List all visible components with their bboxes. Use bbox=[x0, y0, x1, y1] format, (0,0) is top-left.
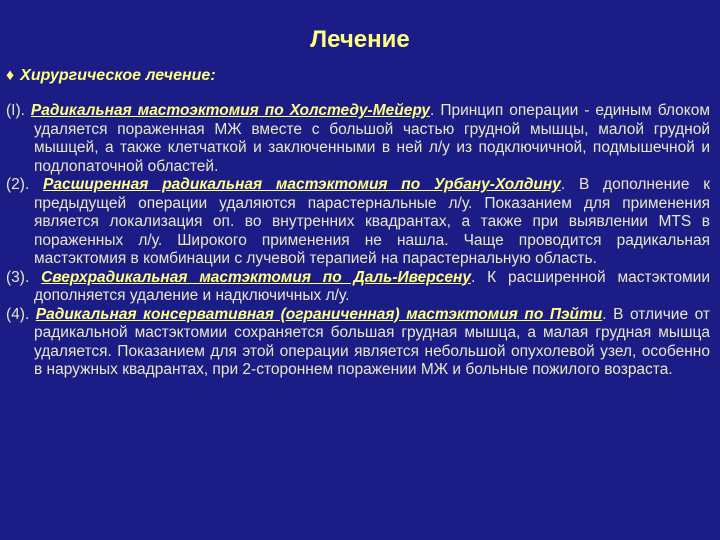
slide-title: Лечение bbox=[310, 26, 410, 53]
treatment-list bbox=[6, 102, 710, 380]
item-text: . Принцип операции - единым блоком удаляется пораженная МЖ вместе с большой частью грудной мышцы, малой грудной мышцей, а также клетчаткой и заключенными в ней л/у из подключичной, подмышечной и подлопаточной областей. bbox=[34, 102, 710, 175]
subtitle-text: Хирургическое лечение: bbox=[20, 67, 216, 84]
item-text: . В дополнение к предыдущей операции удаляются парастернальные л/у. Показанием для применения является локализация оп. во внутренних квадрантах, а также при выявлении MTS в пораженных л/у. Широкого применения не нашла. Чаще проводится радикальная мастэктомия в комбинации с лучевой терапией на парастернальную область. bbox=[34, 176, 711, 267]
item-heading: Радикальная консервативная (ограниченная) мастэктомия по Пэйти bbox=[35, 305, 603, 323]
item-prefix: (3). bbox=[6, 268, 42, 286]
item-prefix: (2). bbox=[6, 176, 44, 193]
list-item-3 bbox=[6, 269, 710, 306]
item-heading: Радикальная мастоэктомия по Холстеду-Мейеру bbox=[30, 102, 431, 119]
item-prefix: (4). bbox=[6, 305, 36, 323]
list-item-2 bbox=[6, 176, 710, 269]
list-item-4 bbox=[6, 306, 710, 380]
item-heading: Расширенная радикальная мастэктомия по Урбану-Холдину bbox=[43, 176, 561, 193]
item-text: . К расширенной мастэктомии дополняется удаление и надключичных л/у. bbox=[34, 268, 711, 304]
item-text: . В отличие от радикальной мастэктомии сохраняется большая грудная мышца, а малая грудная мышца удаляется. Показанием для этой операции является небольшой опухолевой узел, особенно в наружных квадрантах, при 2-стороннем поражении МЖ и больные пожилого возраста. bbox=[34, 305, 710, 378]
diamond-bullet-icon: ♦ bbox=[6, 67, 15, 84]
section-subtitle bbox=[6, 66, 216, 86]
list-item-1 bbox=[6, 102, 710, 176]
item-heading: Сверхрадикальная мастэктомия по Даль-Иверсену bbox=[41, 268, 471, 286]
item-prefix: (I). bbox=[6, 102, 31, 119]
